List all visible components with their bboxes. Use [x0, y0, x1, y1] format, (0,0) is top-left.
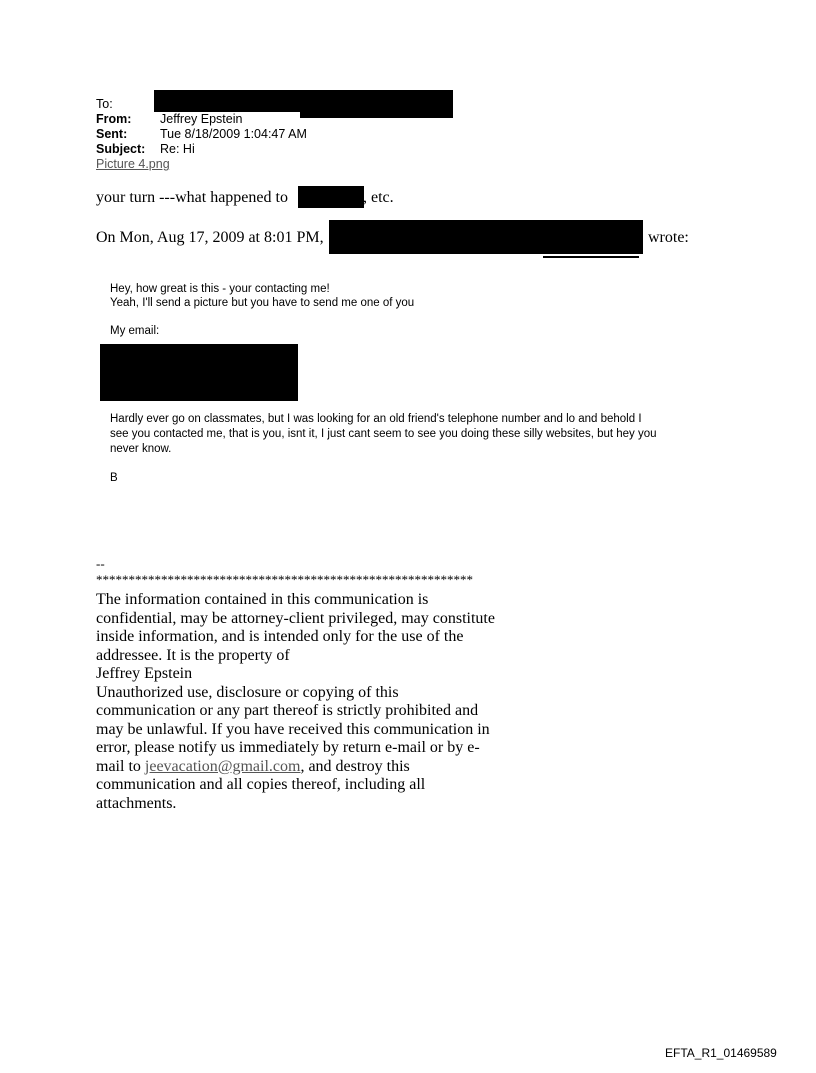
from-value: Jeffrey Epstein	[160, 112, 243, 126]
attachment-link[interactable]: Picture 4.png	[96, 157, 170, 171]
disclaimer-owner: Jeffrey Epstein	[96, 665, 193, 682]
reply-text-tail: , etc.	[363, 189, 394, 206]
quote-intro: On Mon, Aug 17, 2009 at 8:01 PM,	[96, 229, 324, 246]
document-id: EFTA_R1_01469589	[665, 1046, 777, 1060]
sent-label: Sent:	[96, 127, 128, 141]
disclaimer-part-2-wrap	[96, 684, 496, 814]
disclaimer	[96, 591, 496, 813]
from-label: From:	[96, 112, 132, 126]
redaction-reply-name	[298, 186, 364, 208]
redaction-to-name	[154, 90, 300, 112]
redaction-underline	[543, 256, 639, 258]
disclaimer-part-1: The information contained in this communication is confidential, may be attorney-client privileged, may constitute inside information, and is intended only for the use of the addressee. It is the property of	[96, 591, 495, 664]
quoted-line-1: Hey, how great is this - your contacting me!	[110, 283, 330, 295]
reply-text: your turn ---what happened to	[96, 189, 288, 206]
quoted-signoff: B	[110, 472, 118, 484]
sent-value: Tue 8/18/2009 1:04:47 AM	[160, 127, 307, 141]
signature-dashes: --	[96, 556, 105, 571]
to-label: To:	[96, 97, 113, 111]
disclaimer-part-3: , and destroy this communication and all copies thereof, including all attachments.	[96, 757, 426, 812]
disclaimer-email-link[interactable]: jeevacation@gmail.com	[144, 757, 301, 775]
redaction-email	[100, 344, 298, 401]
disclaimer-part-2: Unauthorized use, disclosure or copying of this communication or any part thereof is strictly prohibited and may be unlawful. If you have received this communication in error, please notify us immediately by return e-mail or by e-mail to	[96, 683, 490, 775]
redaction-to-address	[300, 90, 453, 118]
quoted-line-2: Yeah, I'll send a picture but you have to send me one of you	[110, 297, 415, 309]
redaction-quoted-sender	[329, 220, 643, 254]
quoted-para-line-3: never know.	[110, 443, 172, 455]
quoted-para-line-1: Hardly ever go on classmates, but I was looking for an old friend's telephone number and lo and behold I	[110, 413, 642, 425]
signature-stars: **********************************************************	[96, 572, 473, 587]
quoted-para-line-2: see you contacted me, that is you, isnt it, I just cant seem to see you doing these silly websites, but hey you	[110, 428, 657, 440]
subject-label: Subject:	[96, 142, 146, 156]
quoted-email-label: My email:	[110, 325, 160, 337]
quote-intro-wrote: wrote:	[648, 229, 689, 246]
subject-value: Re: Hi	[160, 142, 195, 156]
